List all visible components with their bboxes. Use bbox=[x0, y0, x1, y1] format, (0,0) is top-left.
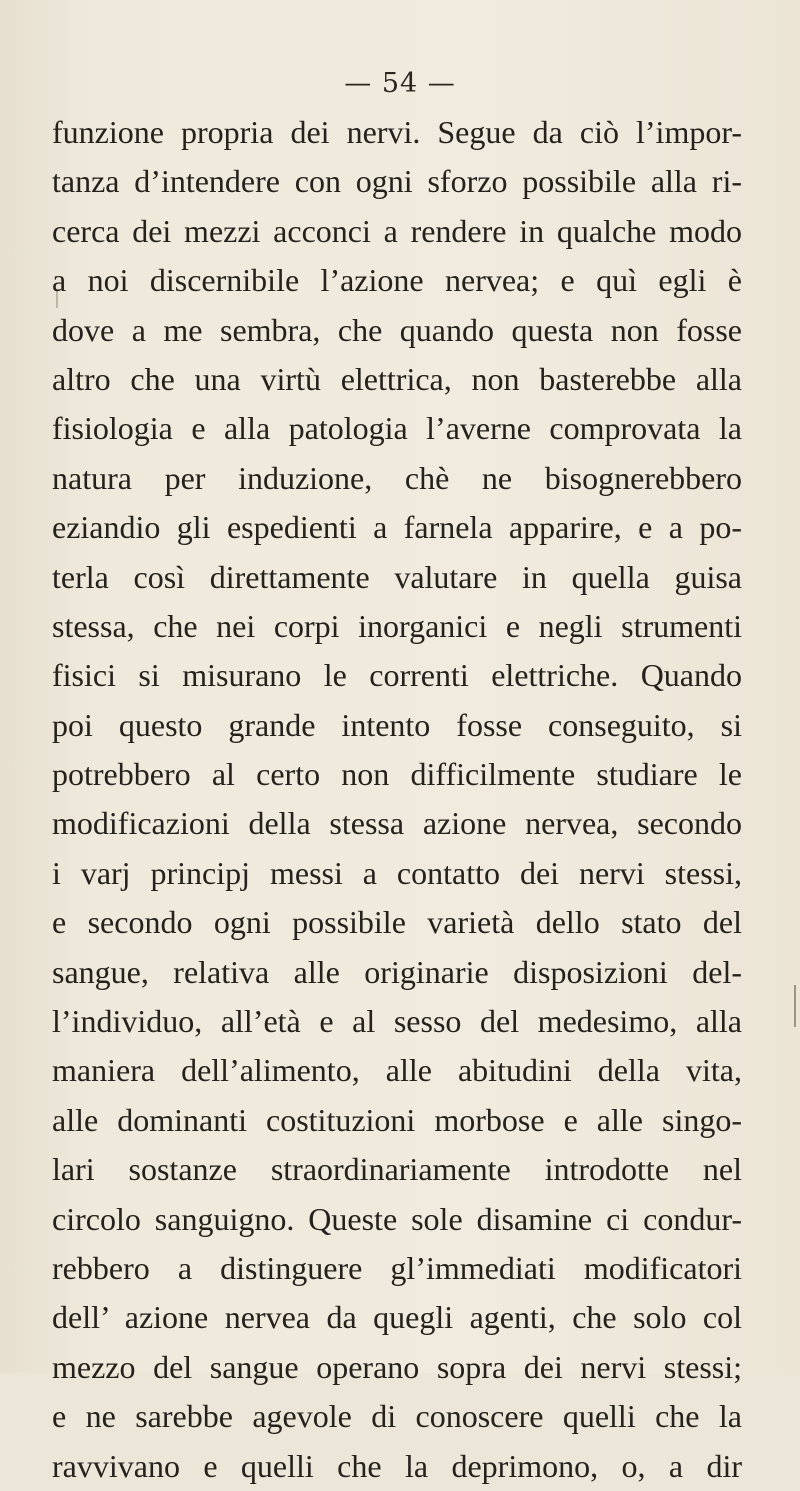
text-line: circolo sanguigno. Queste sole disamine ci condur- bbox=[52, 1200, 742, 1237]
text-line: fisici si misurano le correnti elettriche. Quando bbox=[52, 657, 742, 694]
text-line: tanza d’intendere con ogni sforzo possibile alla ri- bbox=[52, 163, 742, 200]
text-line: potrebbero al certo non difficilmente studiare le bbox=[52, 756, 742, 793]
text-line: rebbero a distinguere gl’immediati modificatori bbox=[52, 1249, 742, 1286]
text-line: terla così direttamente valutare in quella guisa bbox=[52, 558, 742, 595]
text-line: poi questo grande intento fosse conseguito, si bbox=[52, 706, 742, 743]
text-line: cerca dei mezzi acconci a rendere in qualche modo bbox=[52, 212, 742, 249]
text-line: natura per induzione, chè ne bisognerebbero bbox=[52, 459, 742, 496]
body-text bbox=[52, 108, 742, 1491]
text-line: fisiologia e alla patologia l’averne comprovata la bbox=[52, 410, 742, 447]
text-line: ravvivano e quelli che la deprimono, o, a dir bbox=[52, 1447, 742, 1484]
text-line: eziandio gli espedienti a farnela apparire, e a po- bbox=[52, 509, 742, 546]
text-line: e secondo ogni possibile varietà dello stato del bbox=[52, 904, 742, 941]
text-line: dove a me sembra, che quando questa non fosse bbox=[52, 311, 742, 348]
text-line: stessa, che nei corpi inorganici e negli strumenti bbox=[52, 607, 742, 644]
text-line: mezzo del sangue operano sopra dei nervi stessi; bbox=[52, 1348, 742, 1385]
text-line: i varj principj messi a contatto dei nervi stessi, bbox=[52, 854, 742, 891]
page-number-header: — 54 — bbox=[344, 68, 456, 99]
text-line: altro che una virtù elettrica, non basterebbe alla bbox=[52, 360, 742, 397]
text-line: l’individuo, all’età e al sesso del medesimo, alla bbox=[52, 1003, 742, 1040]
text-line: e ne sarebbe agevole di conoscere quelli che la bbox=[52, 1398, 742, 1435]
text-line: modificazioni della stessa azione nervea, secondo bbox=[52, 805, 742, 842]
text-line: maniera dell’alimento, alle abitudini della vita, bbox=[52, 1052, 742, 1089]
text-line: sangue, relativa alle originarie disposizioni del- bbox=[52, 953, 742, 990]
text-line: alle dominanti costituzioni morbose e alle singo- bbox=[52, 1101, 742, 1138]
text-line: a noi discernibile l’azione nervea; e quì egli è bbox=[52, 262, 742, 299]
text-line: funzione propria dei nervi. Segue da ciò l’impor- bbox=[52, 114, 742, 150]
text-line: lari sostanze straordinariamente introdotte nel bbox=[52, 1151, 742, 1188]
edge-mark bbox=[794, 985, 796, 1027]
text-line: dell’ azione nervea da quegli agenti, che solo col bbox=[52, 1299, 742, 1336]
